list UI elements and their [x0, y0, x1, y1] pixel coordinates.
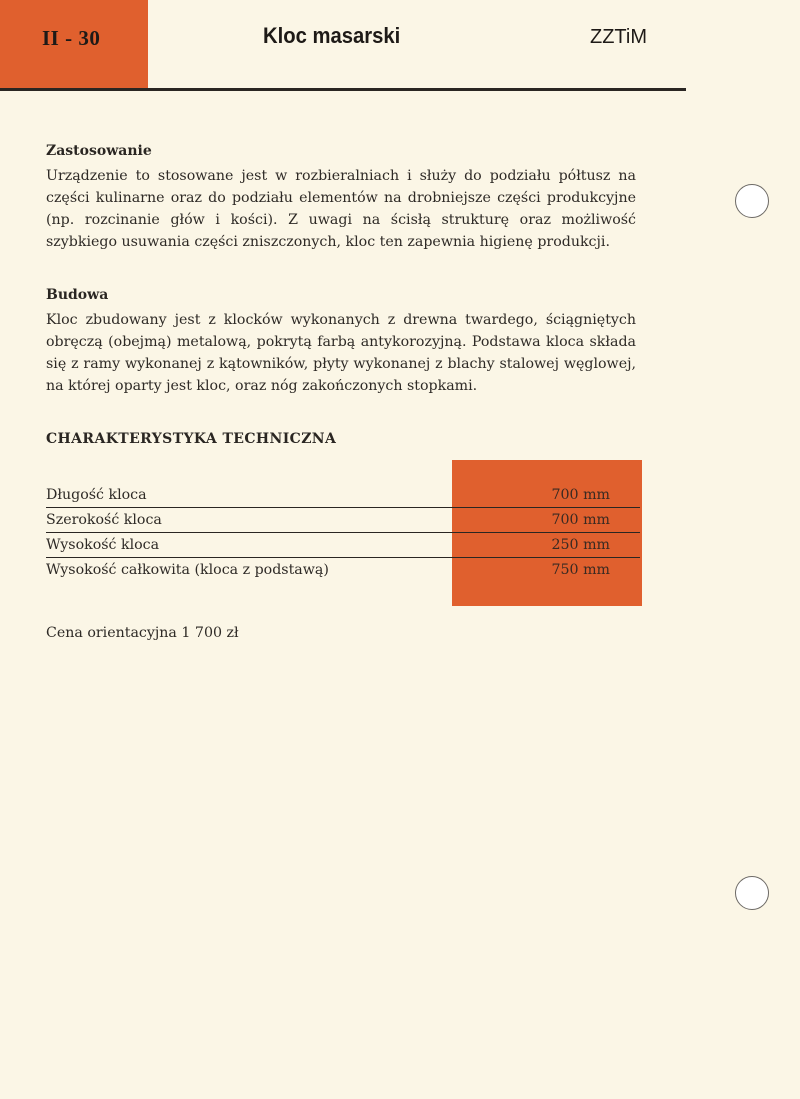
spec-heading: CHARAKTERYSTYKA TECHNICZNA	[46, 431, 337, 447]
spec-label: Szerokość kloca	[46, 512, 162, 528]
spec-label: Wysokość całkowita (kloca z podstawą)	[46, 562, 329, 578]
spec-row-divider	[46, 507, 640, 509]
spec-row-divider	[46, 557, 640, 559]
section-text-application: Urządzenie to stosowane jest w rozbieralniach i służy do podziału półtusz na części kulinarne oraz do podziału elementów na drobniejsze części produkcyjne (np. rozcinanie głów i kości). Z uwagi na ścisłą strukturę oraz możliwość szybkiego usuwania części zniszczonych, kloc ten zapewnia higienę produkcji.	[46, 168, 636, 250]
spec-value: 250 mm	[551, 537, 610, 553]
spec-row	[46, 484, 640, 508]
spec-label: Wysokość kloca	[46, 537, 160, 553]
section-text-construction: Kloc zbudowany jest z klocków wykonanych z drewna twardego, ściągniętych obręczą (obejmą) metalową, pokrytą farbą antykorozyjną. Podstawa kloca składa się z ramy wykonanej z kątowników, płyty wykonanej z blachy stalowej węglowej, na której oparty jest kloc, oraz nóg zakończonych stopkami.	[46, 312, 636, 394]
publisher-name: ZZTiM	[590, 26, 648, 48]
spec-row	[46, 534, 640, 558]
header-divider	[0, 88, 686, 91]
spec-value-highlight	[452, 460, 642, 606]
catalog-code: II - 30	[42, 26, 101, 50]
spec-value: 700 mm	[551, 512, 610, 528]
binder-hole-bottom	[735, 876, 769, 910]
section-title-application: Zastosowanie	[46, 143, 152, 159]
page-title: Kloc masarski	[263, 23, 401, 48]
spec-row	[46, 559, 640, 583]
binder-hole-top	[735, 184, 769, 218]
spec-label: Długość kloca	[46, 487, 147, 503]
spec-row-divider	[46, 532, 640, 534]
spec-row	[46, 509, 640, 533]
spec-value: 750 mm	[551, 562, 610, 578]
section-title-construction: Budowa	[46, 287, 109, 303]
price-note: Cena orientacyjna 1 700 zł	[46, 625, 239, 641]
spec-value: 700 mm	[551, 487, 610, 503]
